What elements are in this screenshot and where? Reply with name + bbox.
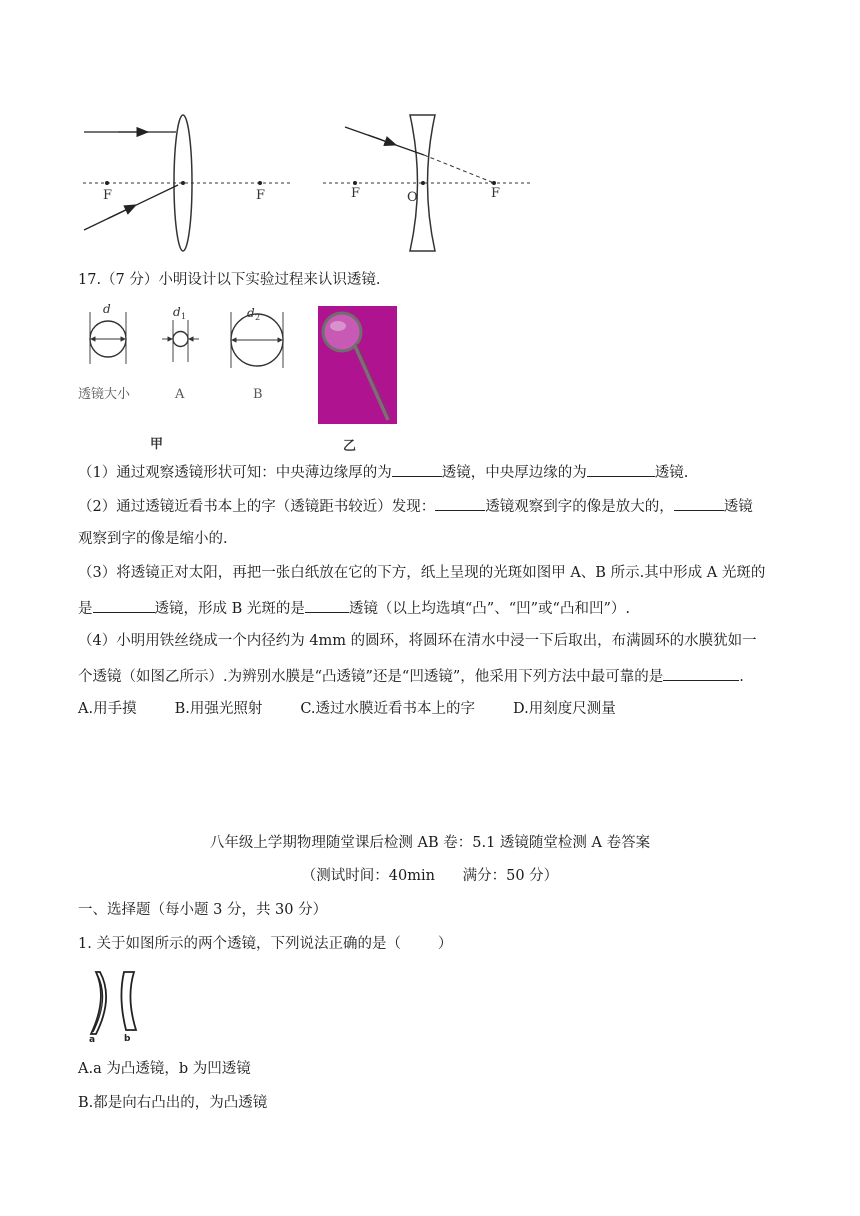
text: （1）通过观察透镜形状可知：中央薄边缘厚的为 [78, 465, 392, 481]
convex-lens-diagram [83, 115, 293, 251]
answer-blank[interactable] [587, 461, 655, 477]
text: 透镜 [723, 499, 753, 515]
lens-b [121, 972, 136, 1030]
optical-center [181, 181, 185, 185]
section-heading: 一、选择题（每小题 3 分，共 30 分） [78, 902, 328, 918]
answer-blank[interactable] [435, 495, 485, 511]
spot-a-label: A [175, 387, 185, 402]
figure-caption: 甲 [150, 437, 164, 452]
text: 透镜（以上均选填“凸”、“凹”或“凸和凹”）. [348, 601, 630, 617]
spot-b-diagram [231, 306, 283, 402]
question-17-stem: 17.（7 分）小明设计以下实验过程来认识透镜. [78, 272, 381, 288]
text: . [739, 669, 744, 685]
answer-blank[interactable] [392, 461, 442, 477]
diameter-label: d [103, 302, 111, 316]
spot-a-diagram [162, 305, 199, 402]
focal-point [492, 181, 496, 185]
spot-b-label: B [253, 387, 263, 402]
figure-caption: 乙 [343, 439, 357, 454]
focal-point [105, 181, 109, 185]
lens-size-label: 透镜大小 [78, 387, 131, 402]
lens-size-diagram [78, 302, 131, 402]
ray-arrow [368, 135, 396, 145]
answer-blank[interactable] [663, 665, 739, 681]
q17-options [78, 699, 654, 719]
answer-title: 八年级上学期物理随堂课后检测 AB 卷：5.1 透镜随堂检测 A 卷答案 [209, 835, 651, 851]
focal-point [258, 181, 262, 185]
diameter-label: d [173, 305, 181, 319]
answer-blank[interactable] [93, 597, 155, 613]
option-b[interactable]: B.用强光照射 [174, 701, 263, 717]
text: 透镜观察到字的像是放大的， [485, 499, 674, 515]
figure-yi-photo [318, 306, 397, 424]
q17-part2-cont: 观察到字的像是缩小的. [78, 531, 228, 547]
optical-center-label: O [407, 190, 418, 205]
answer-blank[interactable] [305, 597, 349, 613]
subscript: 1 [181, 312, 187, 321]
q17-part2 [78, 495, 753, 517]
answer-subtitle: （测试时间：40min 满分：50 分） [301, 868, 559, 884]
text: 透镜，形成 B 光斑的是 [154, 601, 305, 617]
subscript: 2 [255, 313, 261, 322]
option-d[interactable]: D.用刻度尺测量 [513, 701, 616, 717]
answer-blank[interactable] [674, 495, 724, 511]
focus-label: F [491, 186, 501, 201]
q17-part4: （4）小明用铁丝绕成一个内径约为 4mm 的圆环，将圆环在清水中浸一下后取出，布满圆环的水膜犹如一 [78, 633, 757, 649]
diameter-label: d [247, 306, 255, 320]
q17-part4-cont [78, 665, 744, 687]
q1-option-a[interactable]: A.a 为凸透镜，b 为凹透镜 [78, 1061, 251, 1077]
extension-line [424, 155, 494, 183]
optical-center [421, 181, 425, 185]
text: 透镜. [654, 465, 689, 481]
focal-point [353, 181, 357, 185]
text: 透镜，中央厚边缘的为 [441, 465, 587, 481]
question-1-stem: 1. 关于如图所示的两个透镜，下列说法正确的是（ ） [78, 936, 453, 952]
option-c[interactable]: C.透过水膜近看书本上的字 [300, 701, 476, 717]
concave-lens-diagram [323, 115, 533, 251]
text: （2）通过透镜近看书本上的字（透镜距书较近）发现： [78, 499, 436, 515]
q17-part3-cont [78, 597, 630, 619]
text: 个透镜（如图乙所示）.为辨别水膜是“凸透镜”还是“凹透镜”，他采用下列方法中最可靠的是 [78, 669, 664, 685]
figure-jia [78, 302, 293, 452]
lens-a [91, 972, 106, 1034]
lens-ray-diagrams [78, 110, 548, 255]
q1-option-b[interactable]: B.都是向右凸出的，为凸透镜 [78, 1095, 268, 1111]
ray-arrow [108, 205, 136, 219]
q17-part1 [78, 461, 688, 483]
text: 是 [78, 601, 93, 617]
lens-a-label: a [89, 1035, 96, 1044]
spot-a [173, 332, 188, 347]
q1-lens-figure [80, 968, 140, 1044]
focus-label: F [351, 186, 361, 201]
option-a[interactable]: A.用手摸 [78, 701, 137, 717]
lens-b-label: b [124, 1034, 131, 1044]
focus-label: F [103, 188, 113, 203]
q17-part3: （3）将透镜正对太阳，再把一张白纸放在它的下方，纸上呈现的光斑如图甲 A、B 所示.其中形成 A 光斑的 [78, 565, 766, 581]
wire-ring-water-film [318, 306, 397, 424]
focus-label: F [256, 188, 266, 203]
